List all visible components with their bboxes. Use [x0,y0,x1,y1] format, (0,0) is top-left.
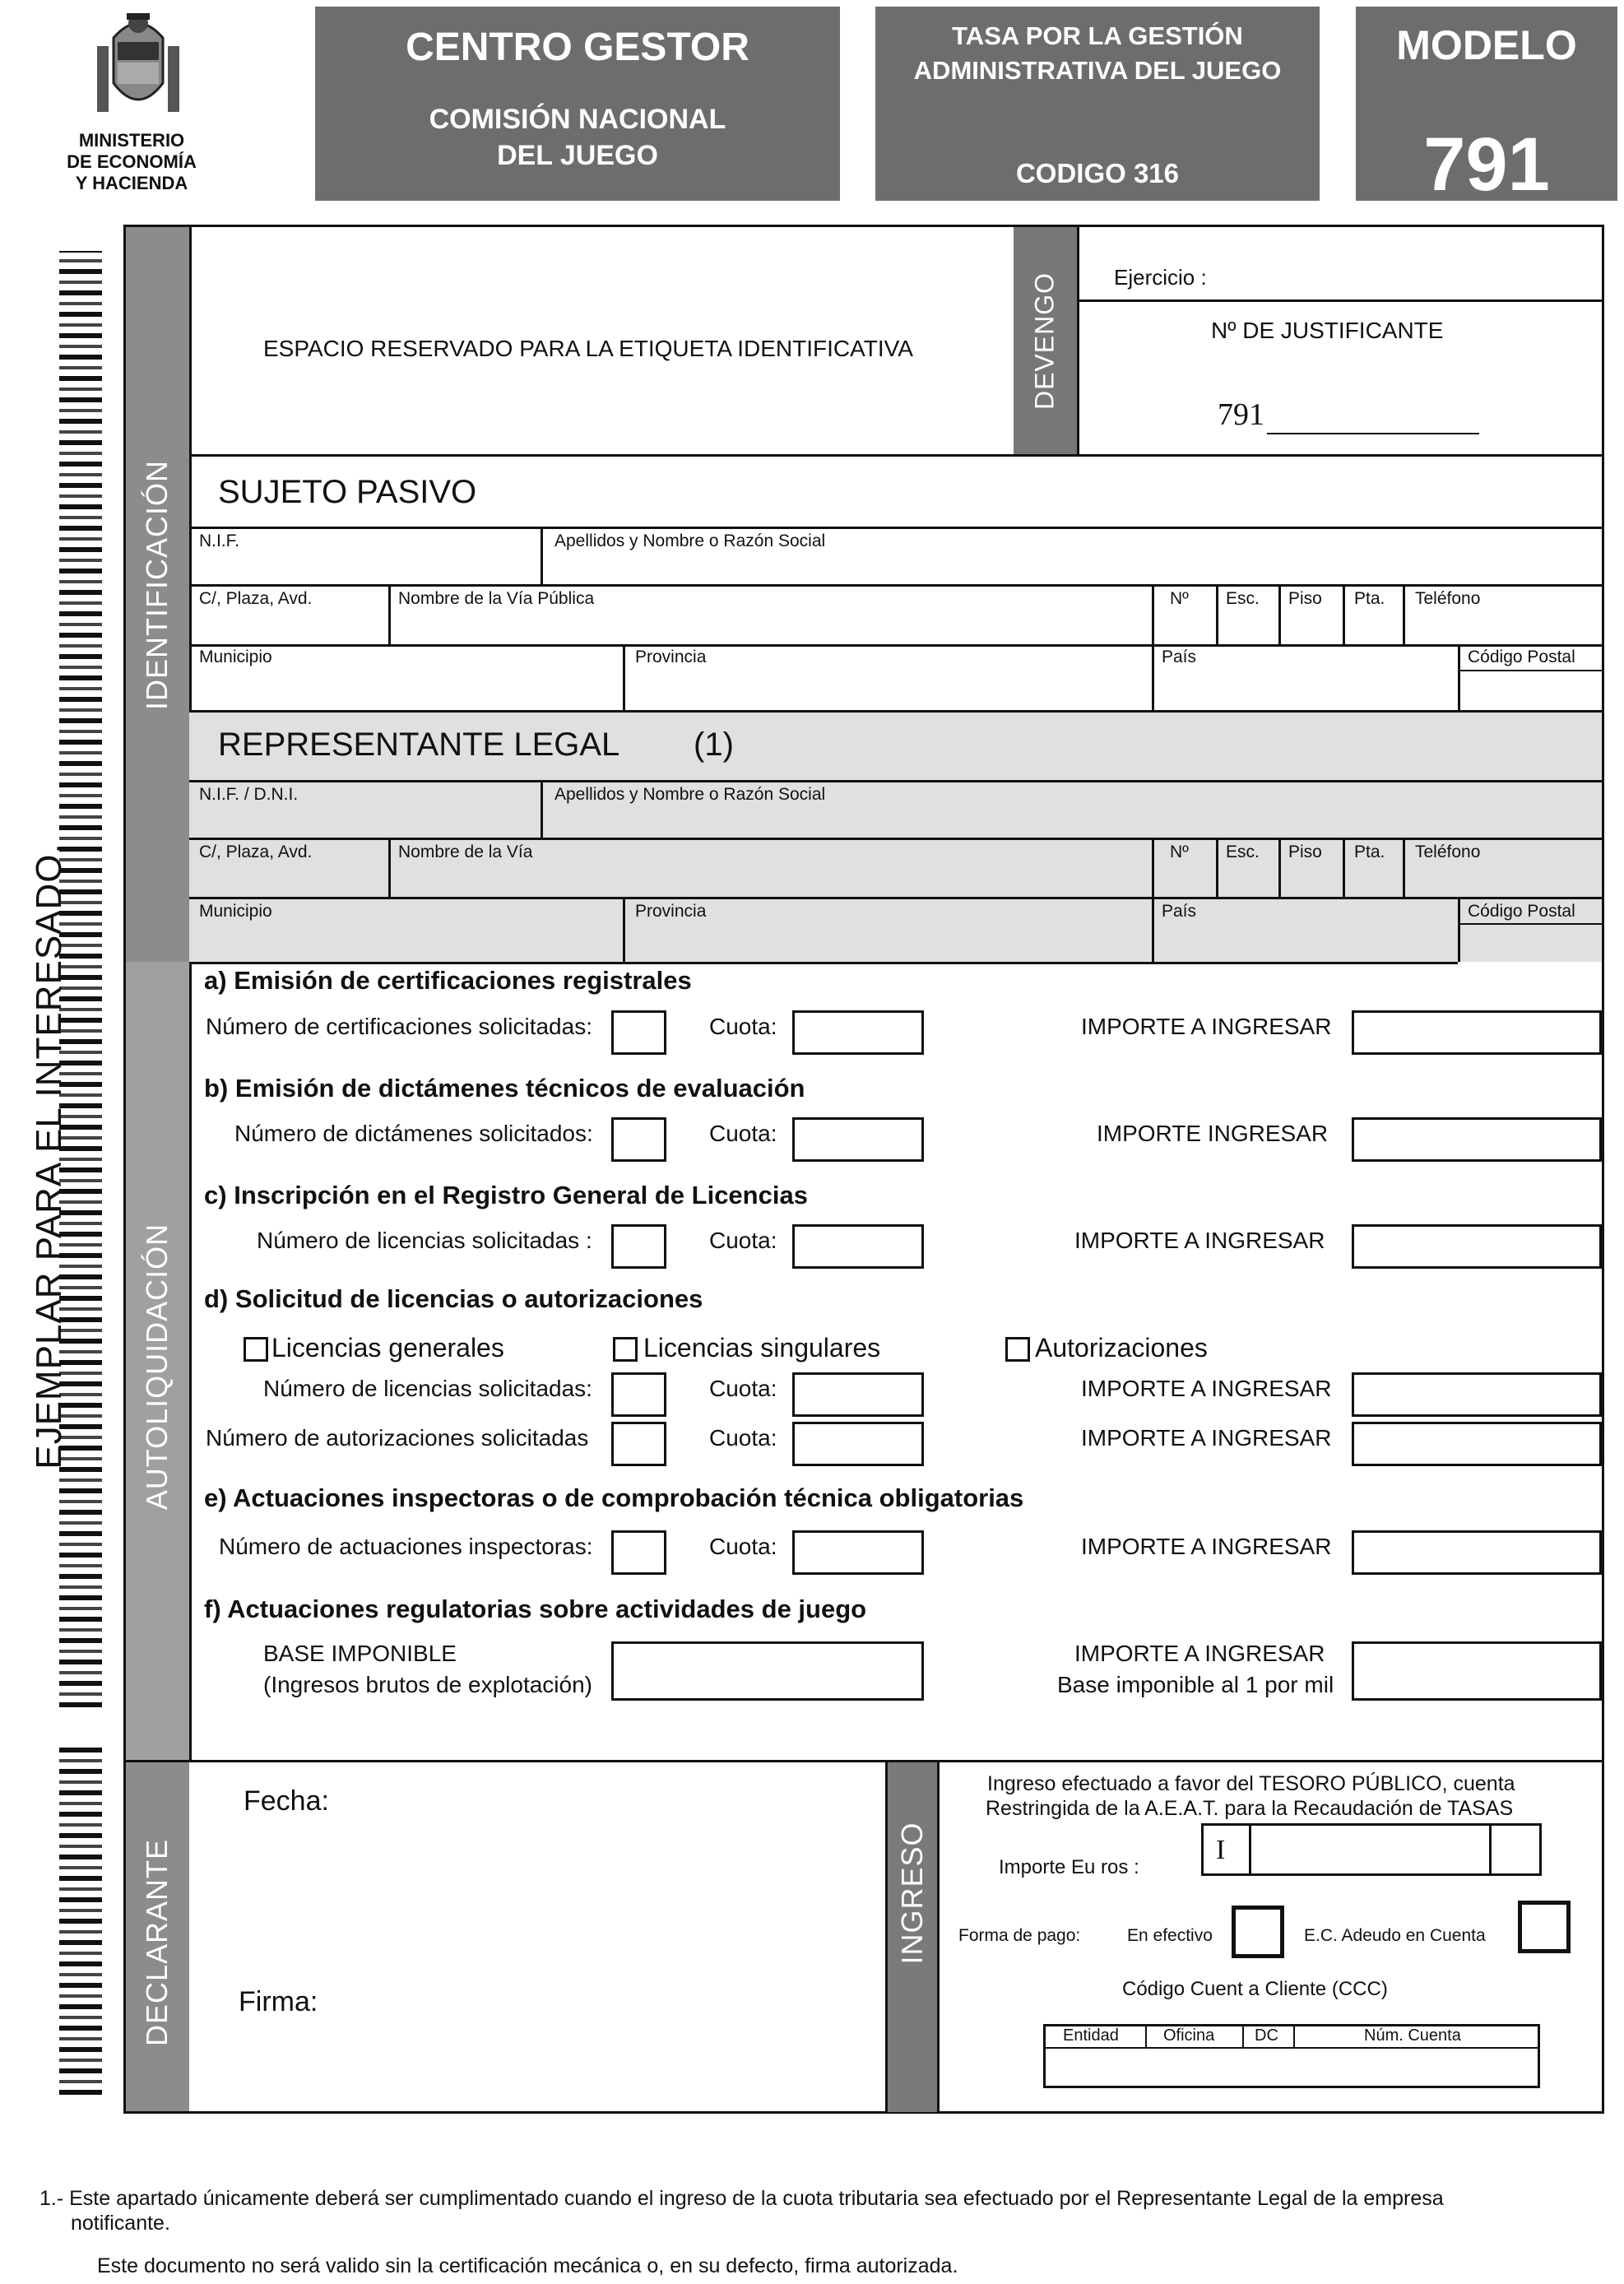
d-importe2-label: IMPORTE A INGRESAR [1081,1425,1332,1451]
rep-piso-label: Piso [1288,843,1322,861]
d-importe2-input[interactable] [1352,1422,1602,1466]
autorizaciones-label: Autorizaciones [1035,1333,1208,1363]
rep-pais-label: País [1162,902,1197,921]
ingreso-label: INGRESO [895,1822,929,1965]
footnote-1: 1.- Este apartado únicamente deberá ser cumplimentado cuando el ingreso de la cuota tributaria sea efectuado por el Representante Legal de la empresa [39,2187,1444,2210]
dc-label: DC [1255,2026,1278,2045]
modelo-number: 791 [1423,123,1550,207]
a-cuota-input[interactable] [792,1010,924,1055]
licencias-singulares-checkbox[interactable] [613,1337,638,1362]
divider [126,1760,1602,1762]
codigo-label: CODIGO 316 [1015,158,1180,188]
a-num-label: Número de certificaciones solicitadas: [206,1014,592,1039]
d-cuota2-input[interactable] [792,1422,924,1466]
fecha-label: Fecha: [244,1785,329,1817]
c-cuota-input[interactable] [792,1224,924,1269]
autoliquidacion-label: AUTOLIQUIDACIÓN [140,1223,174,1511]
section-a-title [204,966,692,996]
adeudo-checkbox[interactable] [1518,1901,1571,1953]
divider [1458,644,1460,710]
b-num-label: Número de dictámenes solicitados: [234,1121,593,1146]
footnote-2: Este documento no será valido sin la certificación mecánica o, en su defecto, firma autorizada. [97,2254,958,2277]
divider [541,780,543,838]
ejemplar-label: EJEMPLAR PARA EL INTERESADO. [29,843,69,1469]
justificante-label: Nº DE JUSTIFICANTE [1211,318,1444,343]
tasa-line1: TASA POR LA GESTIÓN [952,21,1243,50]
modelo-label: MODELO [1396,22,1577,68]
f-base-sub: (Ingresos brutos de explotación) [263,1672,592,1697]
rep-nif-label: N.I.F. / D.N.I. [199,785,299,804]
f-base-input[interactable] [611,1641,924,1701]
representante-note: (1) [694,727,734,763]
d-cuota1-input[interactable] [792,1372,924,1417]
a-importe-label: IMPORTE A INGRESAR [1081,1014,1332,1039]
d-num1-input[interactable] [611,1372,666,1417]
centro-gestor-box [315,7,840,201]
section-e-title [204,1483,1023,1513]
footnote-1b: notificante. [71,2212,170,2235]
b-cuota-label: Cuota: [709,1121,777,1146]
section-title: Emisión de certificaciones registrales [234,966,692,995]
divider [388,838,391,897]
apellidos-label: Apellidos y Nombre o Razón Social [554,532,826,550]
declarante-label: DECLARANTE [140,1838,174,2047]
divider [1043,2047,1540,2049]
e-num-input[interactable] [611,1530,666,1575]
divider [1216,838,1218,897]
licencias-generales-checkbox[interactable] [244,1337,268,1362]
c-num-input[interactable] [611,1224,666,1269]
coat-of-arms-logo [81,5,196,120]
divider [189,838,1602,840]
pta-label: Pta. [1354,589,1385,608]
section-title: Solicitud de licencias o autorizaciones [234,1284,703,1313]
divider [1152,644,1154,710]
rep-cp-label: Código Postal [1468,902,1575,921]
gestor-line2: DEL JUEGO [497,140,658,171]
e-importe-input[interactable] [1352,1530,1602,1575]
section-title: Actuaciones regulatorias sobre actividades de juego [227,1595,867,1623]
d-num1-label: Número de licencias solicitadas: [263,1376,592,1401]
section-title: Emisión de dictámenes técnicos de evaluación [234,1074,805,1103]
via-label: Nombre de la Vía Pública [398,589,595,608]
divider [189,527,1602,529]
ejercicio-label: Ejercicio : [1114,265,1207,290]
num-label: Nº [1170,589,1189,608]
divider [1077,299,1602,302]
section-d-title [204,1284,703,1314]
divider [189,454,1602,457]
d-num2-label: Número de autorizaciones solicitadas [206,1425,589,1451]
adeudo-label: E.C. Adeudo en Cuenta [1304,1926,1486,1945]
tasa-box [875,7,1320,201]
efectivo-checkbox[interactable] [1232,1906,1284,1958]
importe-prefix: I [1216,1835,1226,1865]
divider [623,644,625,710]
e-cuota-input[interactable] [792,1530,924,1575]
pais-label: País [1162,648,1197,666]
divider [1458,897,1460,962]
rep-provincia-label: Provincia [635,902,707,921]
tasa-line2: ADMINISTRATIVA DEL JUEGO [913,56,1282,85]
licencias-generales-label: Licencias generales [271,1333,504,1363]
section-letter: a) [204,966,227,995]
divider [1152,838,1154,897]
b-num-input[interactable] [611,1117,666,1162]
divider [623,897,625,962]
f-importe-input[interactable] [1352,1641,1602,1701]
divider [189,644,1602,647]
ministry-line: DE ECONOMÍA [67,151,197,172]
devengo-label: DEVENGO [1029,272,1060,411]
identificacion-label: IDENTIFICACIÓN [140,460,174,711]
entidad-label: Entidad [1063,2026,1119,2045]
divider [189,710,1602,713]
rep-pta-label: Pta. [1354,843,1385,861]
rep-esc-label: Esc. [1226,843,1260,861]
divider [1077,227,1079,454]
divider [1403,838,1405,897]
divider [1343,838,1345,897]
f-base-label: BASE IMPONIBLE [263,1641,457,1666]
divider [1293,2024,1295,2049]
e-importe-label: IMPORTE A INGRESAR [1081,1534,1332,1559]
divider [541,527,543,584]
efectivo-label: En efectivo [1127,1926,1213,1945]
f-importe-sub: Base imponible al 1 por mil [1057,1672,1334,1697]
esc-label: Esc. [1226,589,1260,608]
d-cuota1-label: Cuota: [709,1376,777,1401]
ministry-line: Y HACIENDA [75,173,188,193]
security-pattern [59,1747,102,2095]
section-b-title [204,1074,805,1103]
municipio-label: Municipio [199,648,272,666]
ministry-line: MINISTERIO [78,130,185,151]
calle-label: C/, Plaza, Avd. [199,589,313,608]
d-importe1-input[interactable] [1352,1372,1602,1417]
divider [388,584,391,644]
divider [189,584,1602,587]
nif-label: N.I.F. [199,532,240,550]
divider [1152,897,1154,962]
divider [1489,1823,1492,1876]
firma-label: Firma: [239,1986,318,2017]
section-letter: d) [204,1284,229,1313]
autorizaciones-checkbox[interactable] [1005,1337,1030,1362]
cp-label: Código Postal [1468,648,1575,666]
divider [1145,2024,1147,2049]
a-importe-input[interactable] [1352,1010,1602,1055]
section-c-title [204,1181,808,1210]
modelo-box [1356,7,1617,207]
rep-num-label: Nº [1170,843,1189,861]
etiqueta-label: ESPACIO RESERVADO PARA LA ETIQUETA IDENTIFICATIVA [263,336,913,361]
divider [1458,670,1602,671]
divider [189,780,1602,782]
section-letter: f) [204,1595,221,1623]
divider [1458,923,1602,925]
divider [937,1760,940,2112]
section-f-title [204,1595,866,1624]
ministry-name [49,130,214,194]
a-num-input[interactable] [611,1010,666,1055]
divider [189,962,1458,964]
justificante-value: 791 [1218,397,1264,432]
f-importe-label: IMPORTE A INGRESAR [1074,1641,1325,1666]
ccc-label: Código Cuent a Cliente (CCC) [1122,1978,1388,2000]
piso-label: Piso [1288,589,1322,608]
sujeto-title: SUJETO PASIVO [218,474,477,510]
divider [1278,584,1281,644]
c-num-label: Número de licencias solicitadas : [257,1228,592,1253]
divider [1216,584,1218,644]
ingreso-line1: Ingreso efectuado a favor del TESORO PÚBLICO, cuenta [987,1772,1515,1795]
b-cuota-input[interactable] [792,1117,924,1162]
divider [1152,584,1154,644]
b-importe-label: IMPORTE INGRESAR [1097,1121,1329,1146]
cuenta-label: Núm. Cuenta [1364,2026,1461,2045]
rep-municipio-label: Municipio [199,902,272,921]
representante-title: REPRESENTANTE LEGAL [218,727,620,763]
rep-via-label: Nombre de la Vía [398,843,533,861]
forma-pago-label: Forma de pago: [958,1926,1081,1945]
c-importe-input[interactable] [1352,1224,1602,1269]
provincia-label: Provincia [635,648,707,666]
divider [1403,584,1405,644]
rep-apellidos-label: Apellidos y Nombre o Razón Social [554,785,826,804]
divider [1278,838,1281,897]
section-letter: e) [204,1483,227,1512]
divider [1249,1823,1251,1876]
d-cuota2-label: Cuota: [709,1425,777,1451]
section-letter: c) [204,1181,227,1209]
licencias-singulares-label: Licencias singulares [643,1333,881,1363]
oficina-label: Oficina [1163,2026,1215,2045]
divider [1242,2024,1244,2049]
d-num2-input[interactable] [611,1422,666,1466]
section-title: Actuaciones inspectoras o de comprobación técnica obligatorias [233,1483,1024,1512]
e-cuota-label: Cuota: [709,1534,777,1559]
gestor-line1: COMISIÓN NACIONAL [429,104,726,135]
divider [1343,584,1345,644]
importe-euros-label: Importe Eu ros : [999,1856,1139,1878]
d-importe1-label: IMPORTE A INGRESAR [1081,1376,1332,1401]
c-importe-label: IMPORTE A INGRESAR [1074,1228,1325,1253]
centro-gestor-title: CENTRO GESTOR [406,26,749,69]
rep-calle-label: C/, Plaza, Avd. [199,843,313,861]
justificante-line [1267,433,1479,434]
divider [189,897,1602,899]
section-letter: b) [204,1074,229,1103]
ingreso-line2: Restringida de la A.E.A.T. para la Recaudación de TASAS [986,1797,1514,1820]
b-importe-input[interactable] [1352,1117,1602,1162]
divider [189,227,192,1760]
a-cuota-label: Cuota: [709,1014,777,1039]
e-num-label: Número de actuaciones inspectoras: [219,1534,593,1559]
telefono-label: Teléfono [1415,589,1481,608]
c-cuota-label: Cuota: [709,1228,777,1253]
rep-telefono-label: Teléfono [1415,843,1481,861]
section-title: Inscripción en el Registro General de Licencias [234,1181,808,1209]
